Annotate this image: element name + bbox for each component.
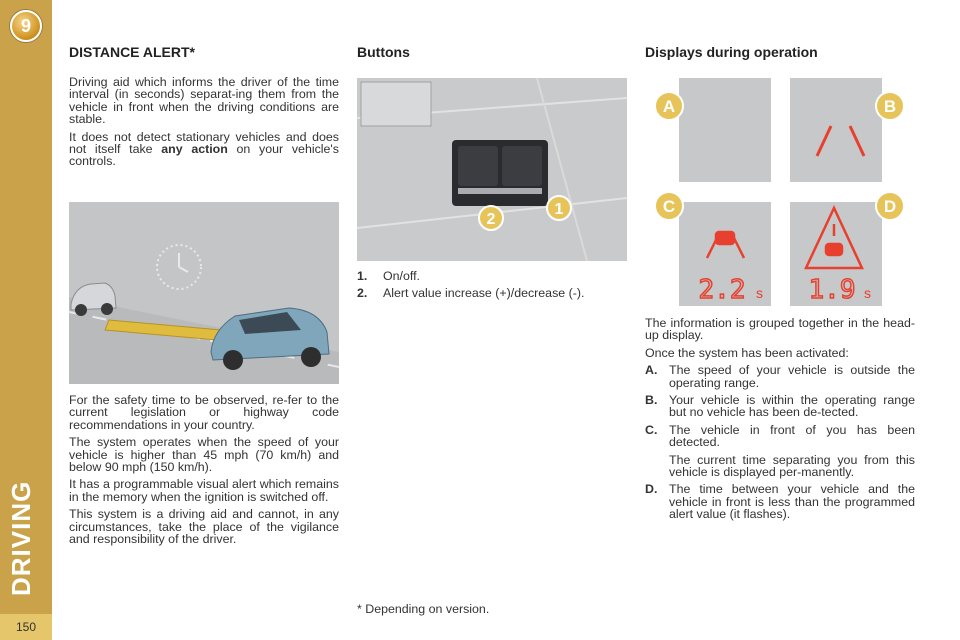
panel-d-time-readout: 1.9 [808,275,856,305]
panel-b-letter: B [883,97,897,116]
callout-1: 1 [554,201,564,218]
hud-panel-a [679,78,771,182]
dashboard-buttons-illustration [357,78,627,261]
footnote: * Depending on version. [357,602,490,616]
details-paragraph-4: This system is a driving aid and cannot, in any circumstances, take the place of the vigilance and responsibility of the driver. [69,507,339,547]
intro-paragraph-1: Driving aid which informs the driver of the time interval (in seconds) separat-ing them from the vehicle in front when the driving conditions are stable. [69,75,339,127]
buttons-list [357,269,627,303]
distance-alert-intro [69,76,339,173]
panel-a-letter: A [662,97,676,116]
panel-c-letter: C [662,197,676,216]
buttons-list-item: 1. On/off. [357,269,420,283]
panel-c-unit: s [756,285,763,301]
cars-distance-illustration [69,202,339,384]
button-pair-icon [452,140,548,206]
distance-alert-details [69,394,339,550]
distance-alert-heading: DISTANCE ALERT* [69,44,195,60]
details-paragraph-2: The system operates when the speed of your vehicle is higher than 45 mph (70 km/h) and below 90 mph (150 km/h). [69,435,339,475]
buttons-list-item: 2. Alert value increase (+)/decrease (-). [357,286,585,300]
buttons-photo [357,78,627,261]
hud-panel-b [790,78,882,182]
buttons-heading: Buttons [357,44,410,60]
panel-d-letter: D [883,197,897,216]
display-state-item: A. The speed of your vehicle is outside the operating range. [645,363,915,390]
display-state-continuation: The current time separating you from this vehicle is displayed per-manently. [669,452,915,480]
section-label: DRIVING [6,480,36,596]
display-state-item: C. The vehicle in front of you has been detected. [645,422,915,450]
displays-paragraph-1: The information is grouped together in the head-up display. [645,316,915,343]
panel-d-unit: s [864,285,871,301]
displays-paragraph-2: Once the system has been activated: [645,345,849,360]
chapter-number-badge: 9 [10,10,42,42]
intro-paragraph-2: It does not detect stationary vehicles and does not itself take any action on your vehicle's controls. [69,129,339,169]
panel-c-time-readout: 2.2 [698,275,746,305]
display-state-item: D. The time between your vehicle and the vehicle in front is less than the programmed alert value (it flashes). [645,482,915,522]
display-state-item: B. Your vehicle is within the operating range but no vehicle has been de-tected. [645,393,915,420]
details-paragraph-1: For the safety time to be observed, re-fer to the current legislation or highway code recommendations in your country. [69,393,339,432]
hud-displays-illustration [652,76,914,312]
distance-illustration [69,202,339,384]
displays-description [645,317,915,526]
chapter-sidebar [0,0,52,640]
callout-2: 2 [486,211,496,228]
page-number: 150 [0,614,52,640]
details-paragraph-3: It has a programmable visual alert which remains in the memory when the ignition is switched off. [69,477,339,504]
displays-heading: Displays during operation [645,44,818,60]
